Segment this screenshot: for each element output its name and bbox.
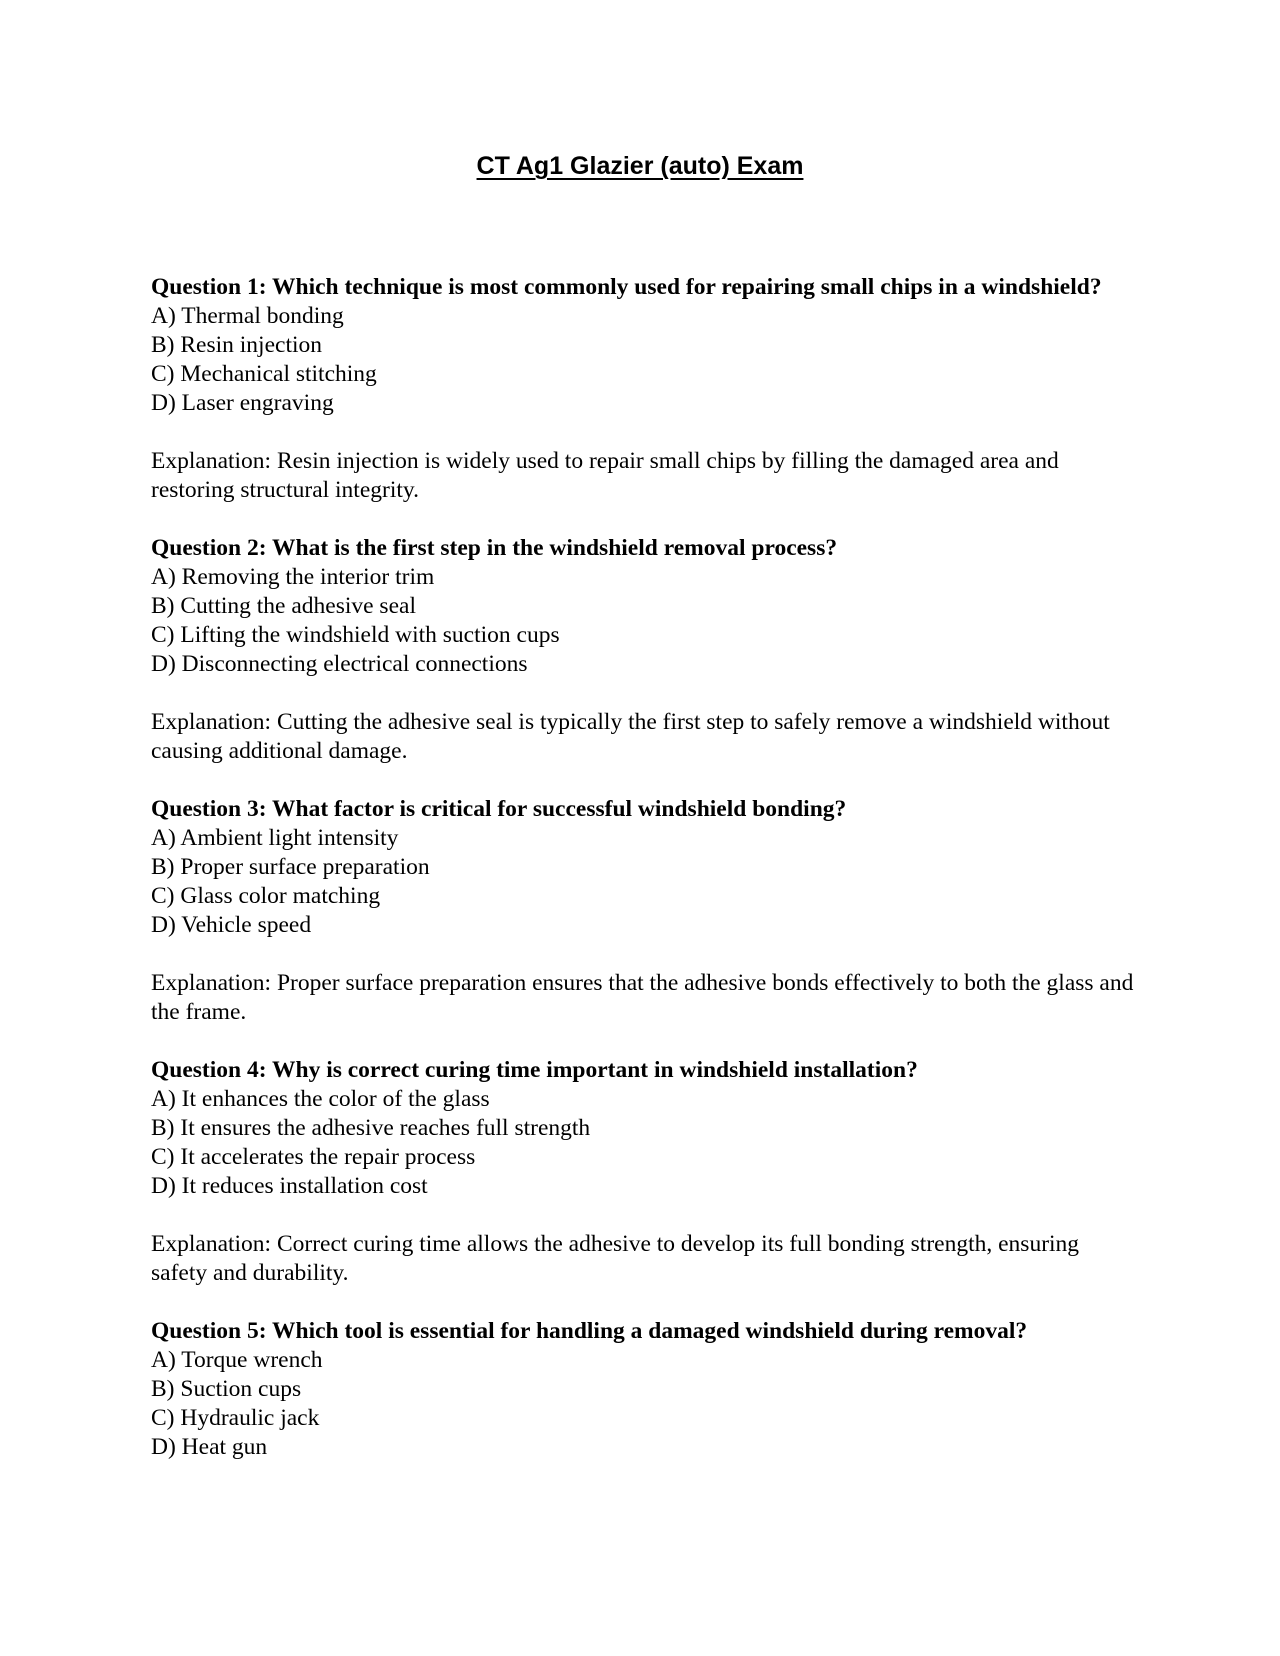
option-c: C) It accelerates the repair process [151,1144,476,1170]
question-text: Question 2: What is the first step in the windshield removal process? [151,535,838,561]
question-text: Question 5: Which tool is essential for handling a damaged windshield during removal? [151,1318,1028,1344]
option-a: A) Removing the interior trim [151,564,435,590]
explanation-text: Explanation: Resin injection is widely used to repair small chips by filling the damaged area and restoring structural integrity. [151,448,1059,503]
option-d: D) Heat gun [151,1434,268,1460]
option-a: A) Torque wrench [151,1347,323,1373]
option-b: B) Resin injection [151,332,323,358]
question-text: Question 1: Which technique is most commonly used for repairing small chips in a windshield? [151,274,1102,300]
question-3 [151,795,1141,1027]
option-b: B) It ensures the adhesive reaches full strength [151,1115,591,1141]
option-d: D) It reduces installation cost [151,1173,428,1199]
option-a: A) Ambient light intensity [151,825,399,851]
question-2 [151,534,1141,766]
option-c: C) Glass color matching [151,883,381,909]
document-title: CT Ag1 Glazier (auto) Exam [476,152,804,180]
option-c: C) Mechanical stitching [151,361,377,387]
question-text: Question 3: What factor is critical for successful windshield bonding? [151,796,847,822]
question-text: Question 4: Why is correct curing time important in windshield installation? [151,1057,918,1083]
option-a: A) Thermal bonding [151,303,344,329]
question-list [151,273,1141,1491]
option-a: A) It enhances the color of the glass [151,1086,490,1112]
option-d: D) Laser engraving [151,390,334,416]
question-5 [151,1317,1141,1462]
explanation-text: Explanation: Cutting the adhesive seal is typically the first step to safely remove a windshield without causing additional damage. [151,709,1110,764]
option-b: B) Suction cups [151,1376,302,1402]
option-d: D) Disconnecting electrical connections [151,651,528,677]
option-d: D) Vehicle speed [151,912,312,938]
option-c: C) Lifting the windshield with suction cups [151,622,560,648]
question-4 [151,1056,1141,1288]
option-b: B) Proper surface preparation [151,854,430,880]
option-c: C) Hydraulic jack [151,1405,320,1431]
question-1 [151,273,1141,505]
option-b: B) Cutting the adhesive seal [151,593,416,619]
explanation-text: Explanation: Proper surface preparation ensures that the adhesive bonds effectively to both the glass and the frame. [151,970,1134,1025]
explanation-text: Explanation: Correct curing time allows the adhesive to develop its full bonding strength, ensuring safety and durability. [151,1231,1080,1286]
